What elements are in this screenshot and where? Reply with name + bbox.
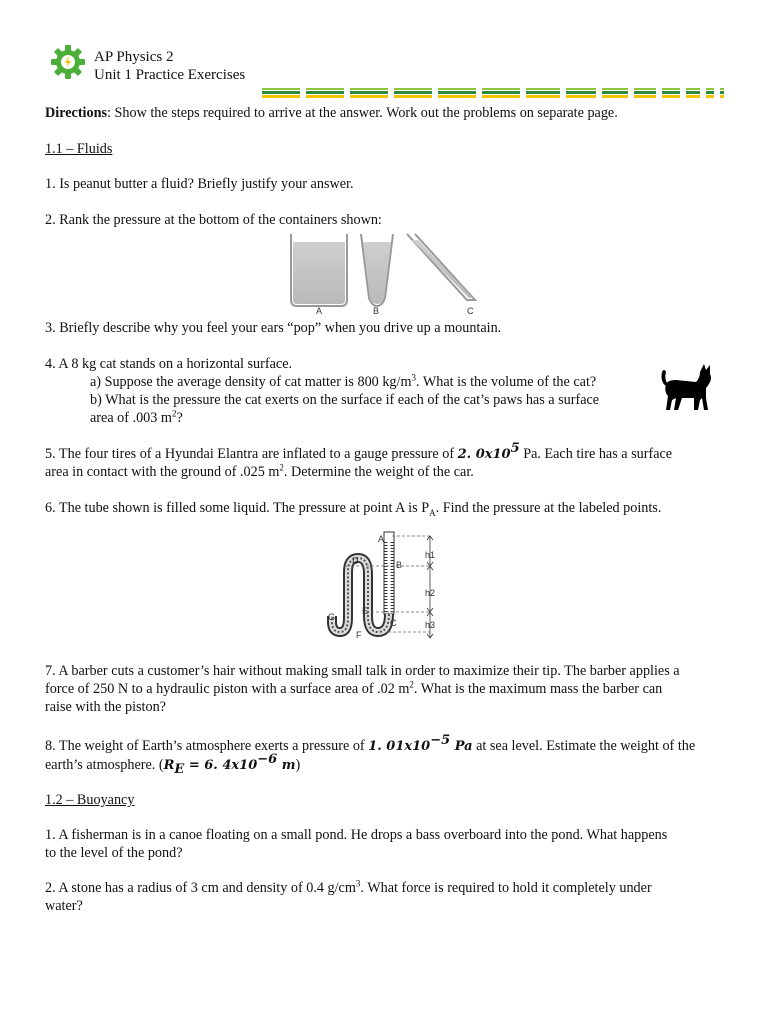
unit-title: Unit 1 Practice Exercises bbox=[94, 67, 246, 83]
fluids-q8-line1: 8. The weight of Earth’s atmosphere exerts a pressure of 1. $01x10^{-5}$ Pa at sea level. Estimate the weight of the bbox=[45, 733, 696, 754]
tube-point-e: E bbox=[362, 606, 369, 616]
container-label-a: A bbox=[316, 306, 323, 316]
tube-point-a: A bbox=[378, 534, 385, 544]
fluids-q2: 2. Rank the pressure at the bottom of the containers shown: bbox=[45, 212, 382, 228]
height-h2: h2 bbox=[425, 588, 436, 598]
container-label-b: B bbox=[373, 306, 380, 316]
buoyancy-q2-line2: water? bbox=[45, 898, 83, 914]
fluids-q4: 4. A 8 kg cat stands on a horizontal surface. bbox=[45, 356, 293, 372]
height-h3: h3 bbox=[425, 620, 436, 630]
fluids-q4b-line1: b) What is the pressure the cat exerts on the surface if each of the cat’s paws has a surface bbox=[90, 392, 600, 408]
tube-point-d: D bbox=[352, 556, 359, 566]
fluids-q4a: a) Suppose the average density of cat matter is 800 $kg/m^3$. What is the volume of the cat? bbox=[90, 372, 597, 390]
tube-point-g: G bbox=[328, 612, 336, 622]
logo bbox=[50, 44, 86, 80]
section-buoyancy-heading: 1.2 – Buoyancy bbox=[45, 792, 135, 808]
containers-figure bbox=[283, 230, 483, 316]
fluids-q6: 6. The tube shown is filled some liquid. The pressure at point A is $P_A$. Find the pressure at the labeled points. bbox=[45, 500, 662, 518]
fluids-q5-line1: 5. The four tires of a Hyundai Elantra are inflated to a gauge pressure of 2. $0x10^5$ Pa. Each tire has a surface bbox=[45, 441, 673, 462]
tube-point-b: B bbox=[396, 560, 403, 570]
tube-point-c: C bbox=[390, 618, 397, 628]
fluids-q7-line1: 7. A barber cuts a customer’s hair without making small talk in order to maximize their tip. The barber applies a bbox=[45, 663, 680, 679]
fluids-q4b-line2: area of .003 $m^2$? bbox=[90, 408, 183, 426]
fluids-q7-line3: raise with the piston? bbox=[45, 699, 166, 715]
buoyancy-q1-line1: 1. A fisherman is in a canoe floating on a small pond. He drops a bass overboard into the pond. What happens bbox=[45, 827, 668, 843]
fluids-q1: 1. Is peanut butter a fluid? Briefly justify your answer. bbox=[45, 176, 354, 192]
course-title: AP Physics 2 bbox=[94, 49, 174, 65]
fluids-q3: 3. Briefly describe why you feel your ears “pop” when you drive up a mountain. bbox=[45, 320, 502, 336]
directions bbox=[45, 104, 735, 122]
cat-silhouette-icon bbox=[660, 362, 714, 414]
buoyancy-q1-line2: to the level of the pond? bbox=[45, 845, 183, 861]
fluids-q7-line2: force of 250 N to a hydraulic piston with a surface area of .02 $m^2$. What is the maximum mass the barber can bbox=[45, 679, 663, 697]
height-h1: h1 bbox=[425, 550, 436, 560]
buoyancy-q2-line1: 2. A stone has a radius of 3 cm and density of 0.4 $g/cm^3$. What force is required to hold it completely under bbox=[45, 878, 652, 896]
directions-label: Directions bbox=[45, 105, 107, 121]
fluids-q8-line2: earth’s atmosphere. ($R_E = 6$. $4x10^{-6}$ m) bbox=[45, 752, 301, 777]
gear-icon bbox=[50, 44, 86, 80]
tube-figure bbox=[326, 528, 448, 646]
directions-text: : Show the steps required to arrive at the answer. Work out the problems on separate page. bbox=[107, 105, 618, 121]
section-fluids-heading: 1.1 – Fluids bbox=[45, 141, 113, 157]
fluids-q5-line2: area in contact with the ground of .025 $m^2$. Determine the weight of the car. bbox=[45, 462, 474, 480]
container-label-c: C bbox=[467, 306, 474, 316]
tube-point-f: F bbox=[356, 630, 362, 640]
header-stripe bbox=[262, 86, 732, 96]
